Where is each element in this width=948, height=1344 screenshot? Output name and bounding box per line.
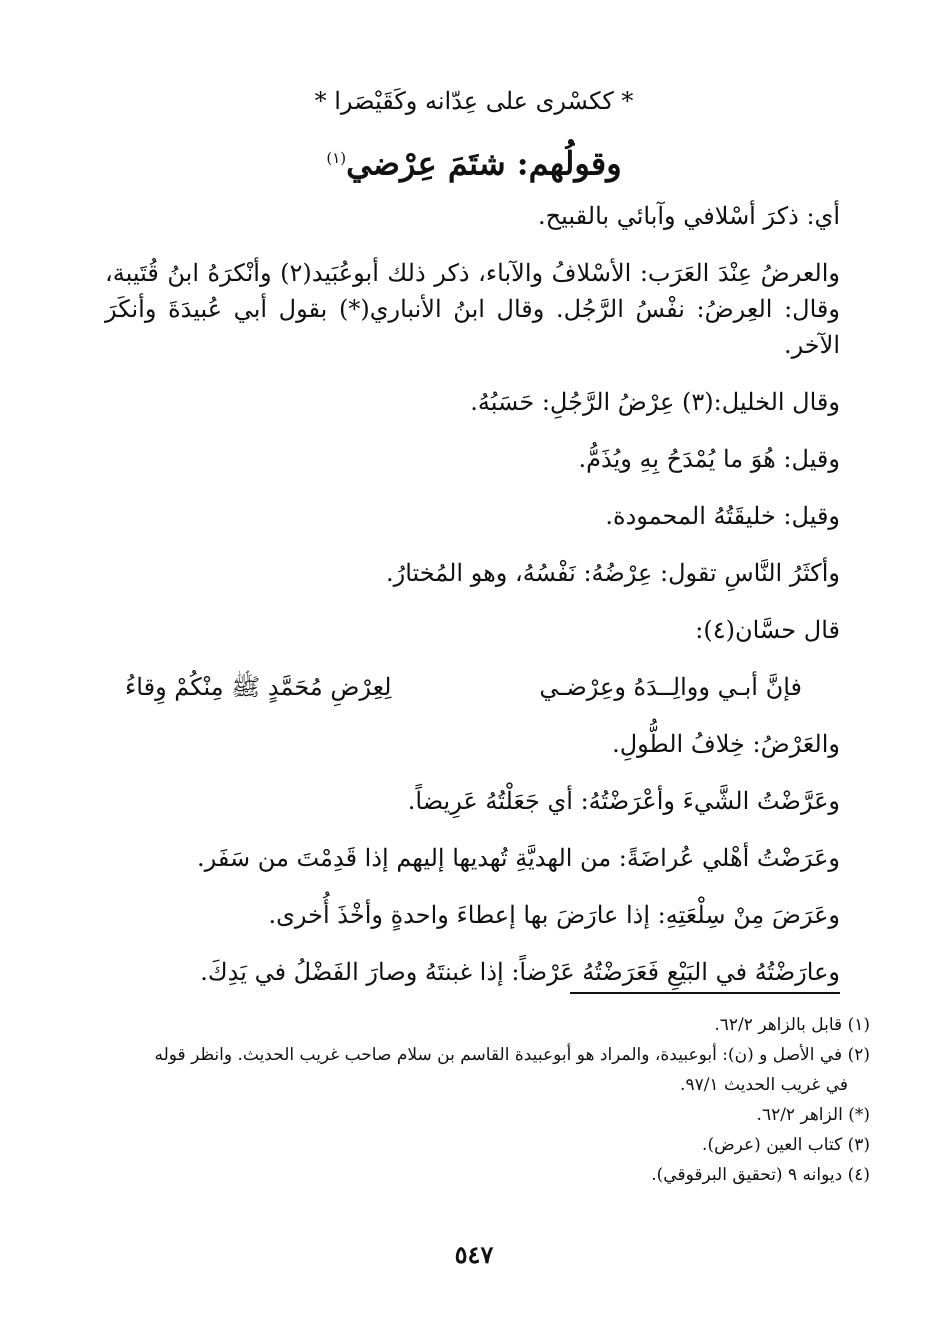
chapter-title-text: وقولُهم: شتَمَ عِرْضي (346, 144, 622, 183)
paragraph: أي: ذكرَ أسْلافي وآبائي بالقبيح. (538, 202, 840, 230)
paragraph: وعارَضْتُهُ في البَيْعِ فَعَرَضْتُهُ عَرْضاً: إذا غبنتَهُ وصارَ الفَضْلُ في يَدِكَ. (200, 958, 840, 986)
paragraph: وعَرَّضْتُ الشَّيءَ وأعْرَضْتُهُ: أي جَعَلْتُهُ عَرِيضاً. (407, 787, 840, 815)
body-text (105, 198, 840, 1011)
paragraph: وقيل: هُوَ ما يُمْدَحُ بِهِ ويُذَمُّ. (578, 445, 840, 473)
paragraph: والعرضُ عِنْدَ العَرَب: الأسْلافُ والآباء، ذكر ذلك أبوعُبَيد(٢) وأنْكرَهُ ابنُ قُتَيبة، وقال: العِرضُ: نفْسُ الرَّجُل. وقال ابنُ الأنباري(*) بقول أبي عُبيدَةَ وأنكَرَ الآخر. (105, 259, 840, 359)
poem-second-hemistich: لِعِرْضِ مُحَمَّدٍ ﷺ مِنْكُمْ وِقاءُ (125, 673, 392, 701)
poem-first-hemistich: فإنَّ أبـي ووالِــدَهُ وعِرْضـي (539, 673, 802, 701)
footnote: (*) الزاهر ٦٢/٢. (756, 1105, 870, 1125)
chapter-footnote-ref: (١) (326, 149, 347, 167)
paragraph: وعَرَضْتُ أهْلي عُراضَةً: من الهديَّةِ تُهديها إليهم إذا قَدِمْتَ من سَفَر. (197, 844, 840, 872)
footnote: (١) قابل بالزاهر ٦٢/٢. (714, 1015, 870, 1035)
paragraph: وقال الخليل:(٣) عِرْضُ الرَّجُلِ: حَسَبُهُ. (470, 388, 840, 416)
paragraph: والعَرْضُ: خِلافُ الطُّولِ. (612, 730, 840, 758)
footnote-separator (570, 992, 840, 994)
paragraph: وأكثَرُ النَّاسِ تقول: عِرْضُهُ: نَفْسُهُ، وهو المُختارُ. (385, 559, 840, 587)
page-number: ٥٤٧ (454, 1240, 494, 1269)
verse-heading: * ككسْرى على عِدّانه وكَقَيْصَرا * (314, 87, 634, 115)
paragraph: قال حسَّان(٤): (695, 616, 840, 644)
paragraph: وعَرَضَ مِنْ سِلْعَتِهِ: إذا عارَضَ بها إعطاءَ واحدةٍ وأخْذَ أُخرى. (268, 901, 840, 929)
footnotes (115, 1010, 870, 1190)
footnote: (٣) كتاب العين (عرض). (702, 1135, 870, 1155)
chapter-title (0, 136, 948, 186)
footnote-continuation: في غريب الحديث ٩٧/١. (680, 1075, 848, 1095)
paragraph: وقيل: خليقَتُهُ المحمودة. (605, 502, 840, 530)
footnote: (٤) ديوانه ٩ (تحقيق البرقوقي). (651, 1165, 870, 1185)
footnote: (٢) في الأصل و (ن): أبوعبيدة، والمراد هو أبوعبيدة القاسم بن سلام صاحب غريب الحديث. وانظر قوله (154, 1045, 870, 1065)
poem-verse (105, 669, 840, 705)
